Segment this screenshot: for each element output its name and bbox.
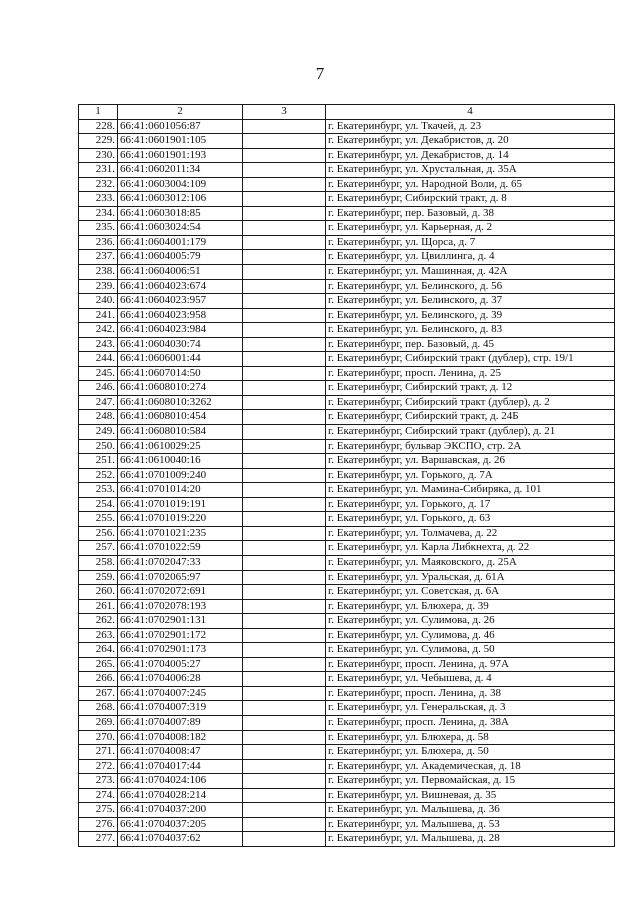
- cadastral-number-cell: 66:41:0604001:179: [118, 235, 243, 250]
- table-row: [79, 715, 615, 730]
- address-cell: г. Екатеринбург, ул. Горького, д. 63: [326, 512, 615, 527]
- address-cell: г. Екатеринбург, ул. Советская, д. 6А: [326, 585, 615, 600]
- table-row: [79, 657, 615, 672]
- column-3-cell: [243, 250, 326, 265]
- table-row: [79, 163, 615, 178]
- row-number-cell: 241.: [79, 308, 118, 323]
- column-3-cell: [243, 686, 326, 701]
- row-number-cell: 237.: [79, 250, 118, 265]
- cadastral-number-cell: 66:41:0604023:984: [118, 323, 243, 338]
- column-3-cell: [243, 410, 326, 425]
- cadastral-number-cell: 66:41:0701022:59: [118, 541, 243, 556]
- table-row: [79, 628, 615, 643]
- row-number-cell: 244.: [79, 352, 118, 367]
- row-number-cell: 255.: [79, 512, 118, 527]
- column-3-cell: [243, 483, 326, 498]
- column-3-cell: [243, 221, 326, 236]
- column-3-cell: [243, 279, 326, 294]
- table-row: [79, 352, 615, 367]
- address-cell: г. Екатеринбург, ул. Машинная, д. 42А: [326, 265, 615, 280]
- column-3-cell: [243, 163, 326, 178]
- column-3-cell: [243, 192, 326, 207]
- cadastral-number-cell: 66:41:0603004:109: [118, 177, 243, 192]
- address-cell: г. Екатеринбург, ул. Малышева, д. 28: [326, 832, 615, 847]
- column-3-cell: [243, 730, 326, 745]
- cadastral-number-cell: 66:41:0607014:50: [118, 366, 243, 381]
- row-number-cell: 259.: [79, 570, 118, 585]
- table-row: [79, 672, 615, 687]
- cadastral-number-cell: 66:41:0704007:89: [118, 715, 243, 730]
- address-cell: г. Екатеринбург, пер. Базовый, д. 45: [326, 337, 615, 352]
- row-number-cell: 238.: [79, 265, 118, 280]
- row-number-cell: 272.: [79, 759, 118, 774]
- cadastral-number-cell: 66:41:0603024:54: [118, 221, 243, 236]
- address-cell: г. Екатеринбург, ул. Сулимова, д. 26: [326, 614, 615, 629]
- column-3-cell: [243, 352, 326, 367]
- table-row: [79, 265, 615, 280]
- cadastral-number-cell: 66:41:0610040:16: [118, 454, 243, 469]
- cadastral-number-cell: 66:41:0702065:97: [118, 570, 243, 585]
- row-number-cell: 248.: [79, 410, 118, 425]
- column-3-cell: [243, 337, 326, 352]
- table-row: [79, 759, 615, 774]
- table-row: [79, 308, 615, 323]
- column-3-cell: [243, 468, 326, 483]
- address-cell: г. Екатеринбург, ул. Декабристов, д. 14: [326, 148, 615, 163]
- row-number-cell: 262.: [79, 614, 118, 629]
- table-row: [79, 425, 615, 440]
- address-cell: г. Екатеринбург, ул. Горького, д. 17: [326, 497, 615, 512]
- cadastral-number-cell: 66:41:0610029:25: [118, 439, 243, 454]
- address-cell: г. Екатеринбург, ул. Белинского, д. 83: [326, 323, 615, 338]
- column-3-cell: [243, 832, 326, 847]
- column-3-cell: [243, 497, 326, 512]
- address-cell: г. Екатеринбург, ул. Сулимова, д. 46: [326, 628, 615, 643]
- row-number-cell: 242.: [79, 323, 118, 338]
- column-3-cell: [243, 715, 326, 730]
- column-3-cell: [243, 381, 326, 396]
- table-header-row: [79, 105, 615, 120]
- cadastral-number-cell: 66:41:0601901:105: [118, 134, 243, 149]
- cadastral-number-cell: 66:41:0704024:106: [118, 774, 243, 789]
- row-number-cell: 252.: [79, 468, 118, 483]
- row-number-cell: 228.: [79, 119, 118, 134]
- address-cell: г. Екатеринбург, ул. Толмачева, д. 22: [326, 526, 615, 541]
- row-number-cell: 276.: [79, 817, 118, 832]
- column-3-cell: [243, 395, 326, 410]
- cadastral-number-cell: 66:41:0702047:33: [118, 555, 243, 570]
- table-row: [79, 337, 615, 352]
- column-3-cell: [243, 148, 326, 163]
- page-number: 7: [315, 64, 325, 83]
- row-number-cell: 271.: [79, 745, 118, 760]
- row-number-cell: 245.: [79, 366, 118, 381]
- table-row: [79, 570, 615, 585]
- table-row: [79, 832, 615, 847]
- table-row: [79, 381, 615, 396]
- row-number-cell: 250.: [79, 439, 118, 454]
- address-cell: г. Екатеринбург, Сибирский тракт (дублер), д. 21: [326, 425, 615, 440]
- table-row: [79, 250, 615, 265]
- cadastral-number-cell: 66:41:0701009:240: [118, 468, 243, 483]
- column-3-cell: [243, 308, 326, 323]
- table-row: [79, 395, 615, 410]
- address-cell: г. Екатеринбург, ул. Хрустальная, д. 35А: [326, 163, 615, 178]
- table-row: [79, 177, 615, 192]
- row-number-cell: 234.: [79, 206, 118, 221]
- address-cell: г. Екатеринбург, ул. Чебышева, д. 4: [326, 672, 615, 687]
- column-3-cell: [243, 134, 326, 149]
- cadastral-number-cell: 66:41:0604023:958: [118, 308, 243, 323]
- cadastral-number-cell: 66:41:0704008:182: [118, 730, 243, 745]
- column-3-cell: [243, 657, 326, 672]
- row-number-cell: 256.: [79, 526, 118, 541]
- row-number-cell: 265.: [79, 657, 118, 672]
- column-3-cell: [243, 366, 326, 381]
- row-number-cell: 231.: [79, 163, 118, 178]
- table-row: [79, 206, 615, 221]
- cadastral-number-cell: 66:41:0704007:245: [118, 686, 243, 701]
- column-3-cell: [243, 323, 326, 338]
- column-3-cell: [243, 526, 326, 541]
- table-row: [79, 366, 615, 381]
- column-3-cell: [243, 672, 326, 687]
- address-cell: г. Екатеринбург, пер. Базовый, д. 38: [326, 206, 615, 221]
- address-cell: г. Екатеринбург, Сибирский тракт (дублер), д. 2: [326, 395, 615, 410]
- cadastral-number-cell: 66:41:0701019:220: [118, 512, 243, 527]
- table-row: [79, 788, 615, 803]
- cadastral-number-cell: 66:41:0702901:173: [118, 643, 243, 658]
- column-3-cell: [243, 585, 326, 600]
- column-3-cell: [243, 177, 326, 192]
- table-row: [79, 526, 615, 541]
- address-cell: г. Екатеринбург, ул. Белинского, д. 39: [326, 308, 615, 323]
- column-3-cell: [243, 454, 326, 469]
- column-3-cell: [243, 599, 326, 614]
- cadastral-number-cell: 66:41:0704008:47: [118, 745, 243, 760]
- table-row: [79, 439, 615, 454]
- row-number-cell: 258.: [79, 555, 118, 570]
- row-number-cell: 253.: [79, 483, 118, 498]
- row-number-cell: 274.: [79, 788, 118, 803]
- address-cell: г. Екатеринбург, просп. Ленина, д. 38А: [326, 715, 615, 730]
- cadastral-number-cell: 66:41:0704005:27: [118, 657, 243, 672]
- table-row: [79, 119, 615, 134]
- address-cell: г. Екатеринбург, ул. Карла Либкнехта, д. 22: [326, 541, 615, 556]
- address-cell: г. Екатеринбург, ул. Генеральская, д. 3: [326, 701, 615, 716]
- row-number-cell: 240.: [79, 294, 118, 309]
- row-number-cell: 232.: [79, 177, 118, 192]
- row-number-cell: 270.: [79, 730, 118, 745]
- row-number-cell: 233.: [79, 192, 118, 207]
- row-number-cell: 275.: [79, 803, 118, 818]
- row-number-cell: 257.: [79, 541, 118, 556]
- table-row: [79, 294, 615, 309]
- address-cell: г. Екатеринбург, ул. Блюхера, д. 58: [326, 730, 615, 745]
- address-cell: г. Екатеринбург, ул. Академическая, д. 18: [326, 759, 615, 774]
- table-row: [79, 541, 615, 556]
- cadastral-number-cell: 66:41:0701014:20: [118, 483, 243, 498]
- row-number-cell: 273.: [79, 774, 118, 789]
- cadastral-number-cell: 66:41:0702072:691: [118, 585, 243, 600]
- cadastral-number-cell: 66:41:0702078:193: [118, 599, 243, 614]
- table-row: [79, 599, 615, 614]
- address-cell: г. Екатеринбург, ул. Народной Воли, д. 65: [326, 177, 615, 192]
- cadastral-number-cell: 66:41:0604023:674: [118, 279, 243, 294]
- column-3-cell: [243, 788, 326, 803]
- table-row: [79, 279, 615, 294]
- column-3-cell: [243, 817, 326, 832]
- row-number-cell: 266.: [79, 672, 118, 687]
- table-row: [79, 483, 615, 498]
- table-row: [79, 730, 615, 745]
- cadastral-number-cell: 66:41:0702901:172: [118, 628, 243, 643]
- column-3-cell: [243, 643, 326, 658]
- column-3-cell: [243, 541, 326, 556]
- cadastral-number-cell: 66:41:0601901:193: [118, 148, 243, 163]
- cadastral-number-cell: 66:41:0608010:274: [118, 381, 243, 396]
- column-3-cell: [243, 425, 326, 440]
- cadastral-number-cell: 66:41:0704028:214: [118, 788, 243, 803]
- row-number-cell: 268.: [79, 701, 118, 716]
- address-cell: г. Екатеринбург, ул. Первомайская, д. 15: [326, 774, 615, 789]
- cadastral-number-cell: 66:41:0604006:51: [118, 265, 243, 280]
- cadastral-number-cell: 66:41:0701019:191: [118, 497, 243, 512]
- cadastral-number-cell: 66:41:0704037:62: [118, 832, 243, 847]
- cadastral-number-cell: 66:41:0603018:85: [118, 206, 243, 221]
- row-number-cell: 236.: [79, 235, 118, 250]
- cadastral-number-cell: 66:41:0601056:87: [118, 119, 243, 134]
- cadastral-number-cell: 66:41:0604023:957: [118, 294, 243, 309]
- row-number-cell: 243.: [79, 337, 118, 352]
- column-3-cell: [243, 759, 326, 774]
- table-row: [79, 148, 615, 163]
- table-row: [79, 701, 615, 716]
- cadastral-number-cell: 66:41:0603012:106: [118, 192, 243, 207]
- cadastral-number-cell: 66:41:0704017:44: [118, 759, 243, 774]
- property-table: [78, 104, 615, 847]
- cadastral-number-cell: 66:41:0608010:584: [118, 425, 243, 440]
- address-cell: г. Екатеринбург, ул. Малышева, д. 53: [326, 817, 615, 832]
- column-3-cell: [243, 701, 326, 716]
- table-row: [79, 686, 615, 701]
- cadastral-number-cell: 66:41:0702901:131: [118, 614, 243, 629]
- address-cell: г. Екатеринбург, ул. Вишневая, д. 35: [326, 788, 615, 803]
- table-row: [79, 235, 615, 250]
- table-row: [79, 468, 615, 483]
- row-number-cell: 254.: [79, 497, 118, 512]
- column-3-cell: [243, 206, 326, 221]
- column-3-cell: [243, 614, 326, 629]
- address-cell: г. Екатеринбург, ул. Мамина-Сибиряка, д. 101: [326, 483, 615, 498]
- address-cell: г. Екатеринбург, ул. Щорса, д. 7: [326, 235, 615, 250]
- column-3-cell: [243, 235, 326, 250]
- address-cell: г. Екатеринбург, ул. Цвиллинга, д. 4: [326, 250, 615, 265]
- address-cell: г. Екатеринбург, Сибирский тракт, д. 8: [326, 192, 615, 207]
- row-number-cell: 269.: [79, 715, 118, 730]
- column-3-cell: [243, 512, 326, 527]
- column-3-cell: [243, 119, 326, 134]
- table-row: [79, 745, 615, 760]
- table-row: [79, 774, 615, 789]
- address-cell: г. Екатеринбург, ул. Варшавская, д. 26: [326, 454, 615, 469]
- address-cell: г. Екатеринбург, ул. Блюхера, д. 39: [326, 599, 615, 614]
- row-number-cell: 264.: [79, 643, 118, 658]
- address-cell: г. Екатеринбург, ул. Сулимова, д. 50: [326, 643, 615, 658]
- cadastral-number-cell: 66:41:0704006:28: [118, 672, 243, 687]
- column-3-cell: [243, 265, 326, 280]
- row-number-cell: 246.: [79, 381, 118, 396]
- cadastral-number-cell: 66:41:0608010:454: [118, 410, 243, 425]
- table-row: [79, 803, 615, 818]
- table-body: [79, 119, 615, 846]
- address-cell: г. Екатеринбург, Сибирский тракт, д. 24Б: [326, 410, 615, 425]
- address-cell: г. Екатеринбург, Сибирский тракт (дублер), стр. 19/1: [326, 352, 615, 367]
- cadastral-number-cell: 66:41:0704007:319: [118, 701, 243, 716]
- address-cell: г. Екатеринбург, Сибирский тракт, д. 12: [326, 381, 615, 396]
- row-number-cell: 230.: [79, 148, 118, 163]
- column-3-cell: [243, 745, 326, 760]
- column-3-cell: [243, 628, 326, 643]
- address-cell: г. Екатеринбург, ул. Маяковского, д. 25А: [326, 555, 615, 570]
- address-cell: г. Екатеринбург, ул. Уральская, д. 61А: [326, 570, 615, 585]
- column-header-number: 1: [79, 105, 118, 120]
- table-row: [79, 614, 615, 629]
- address-cell: г. Екатеринбург, ул. Карьерная, д. 2: [326, 221, 615, 236]
- table-row: [79, 555, 615, 570]
- column-3-cell: [243, 294, 326, 309]
- column-header-cadastral: 2: [118, 105, 243, 120]
- table-row: [79, 221, 615, 236]
- table-row: [79, 512, 615, 527]
- address-cell: г. Екатеринбург, ул. Белинского, д. 37: [326, 294, 615, 309]
- row-number-cell: 277.: [79, 832, 118, 847]
- row-number-cell: 263.: [79, 628, 118, 643]
- cadastral-number-cell: 66:41:0701021:235: [118, 526, 243, 541]
- table-row: [79, 323, 615, 338]
- row-number-cell: 251.: [79, 454, 118, 469]
- table-row: [79, 497, 615, 512]
- cadastral-number-cell: 66:41:0608010:3262: [118, 395, 243, 410]
- table-row: [79, 134, 615, 149]
- row-number-cell: 247.: [79, 395, 118, 410]
- cadastral-number-cell: 66:41:0602011:34: [118, 163, 243, 178]
- address-cell: г. Екатеринбург, ул. Горького, д. 7А: [326, 468, 615, 483]
- address-cell: г. Екатеринбург, ул. Декабристов, д. 20: [326, 134, 615, 149]
- table-row: [79, 454, 615, 469]
- address-cell: г. Екатеринбург, ул. Малышева, д. 36: [326, 803, 615, 818]
- column-3-cell: [243, 570, 326, 585]
- cadastral-number-cell: 66:41:0604030:74: [118, 337, 243, 352]
- row-number-cell: 267.: [79, 686, 118, 701]
- table-row: [79, 585, 615, 600]
- row-number-cell: 249.: [79, 425, 118, 440]
- row-number-cell: 229.: [79, 134, 118, 149]
- table-row: [79, 643, 615, 658]
- address-cell: г. Екатеринбург, ул. Блюхера, д. 50: [326, 745, 615, 760]
- column-header-3: 3: [243, 105, 326, 120]
- column-3-cell: [243, 439, 326, 454]
- row-number-cell: 260.: [79, 585, 118, 600]
- column-3-cell: [243, 555, 326, 570]
- cadastral-number-cell: 66:41:0704037:200: [118, 803, 243, 818]
- column-header-address: 4: [326, 105, 615, 120]
- row-number-cell: 261.: [79, 599, 118, 614]
- column-3-cell: [243, 774, 326, 789]
- table-row: [79, 192, 615, 207]
- address-cell: г. Екатеринбург, бульвар ЭКСПО, стр. 2А: [326, 439, 615, 454]
- address-cell: г. Екатеринбург, ул. Ткачей, д. 23: [326, 119, 615, 134]
- address-cell: г. Екатеринбург, ул. Белинского, д. 56: [326, 279, 615, 294]
- column-3-cell: [243, 803, 326, 818]
- row-number-cell: 235.: [79, 221, 118, 236]
- address-cell: г. Екатеринбург, просп. Ленина, д. 25: [326, 366, 615, 381]
- cadastral-number-cell: 66:41:0704037:205: [118, 817, 243, 832]
- row-number-cell: 239.: [79, 279, 118, 294]
- address-cell: г. Екатеринбург, просп. Ленина, д. 97А: [326, 657, 615, 672]
- table-row: [79, 817, 615, 832]
- cadastral-number-cell: 66:41:0604005:79: [118, 250, 243, 265]
- cadastral-number-cell: 66:41:0606001:44: [118, 352, 243, 367]
- table-row: [79, 410, 615, 425]
- address-cell: г. Екатеринбург, просп. Ленина, д. 38: [326, 686, 615, 701]
